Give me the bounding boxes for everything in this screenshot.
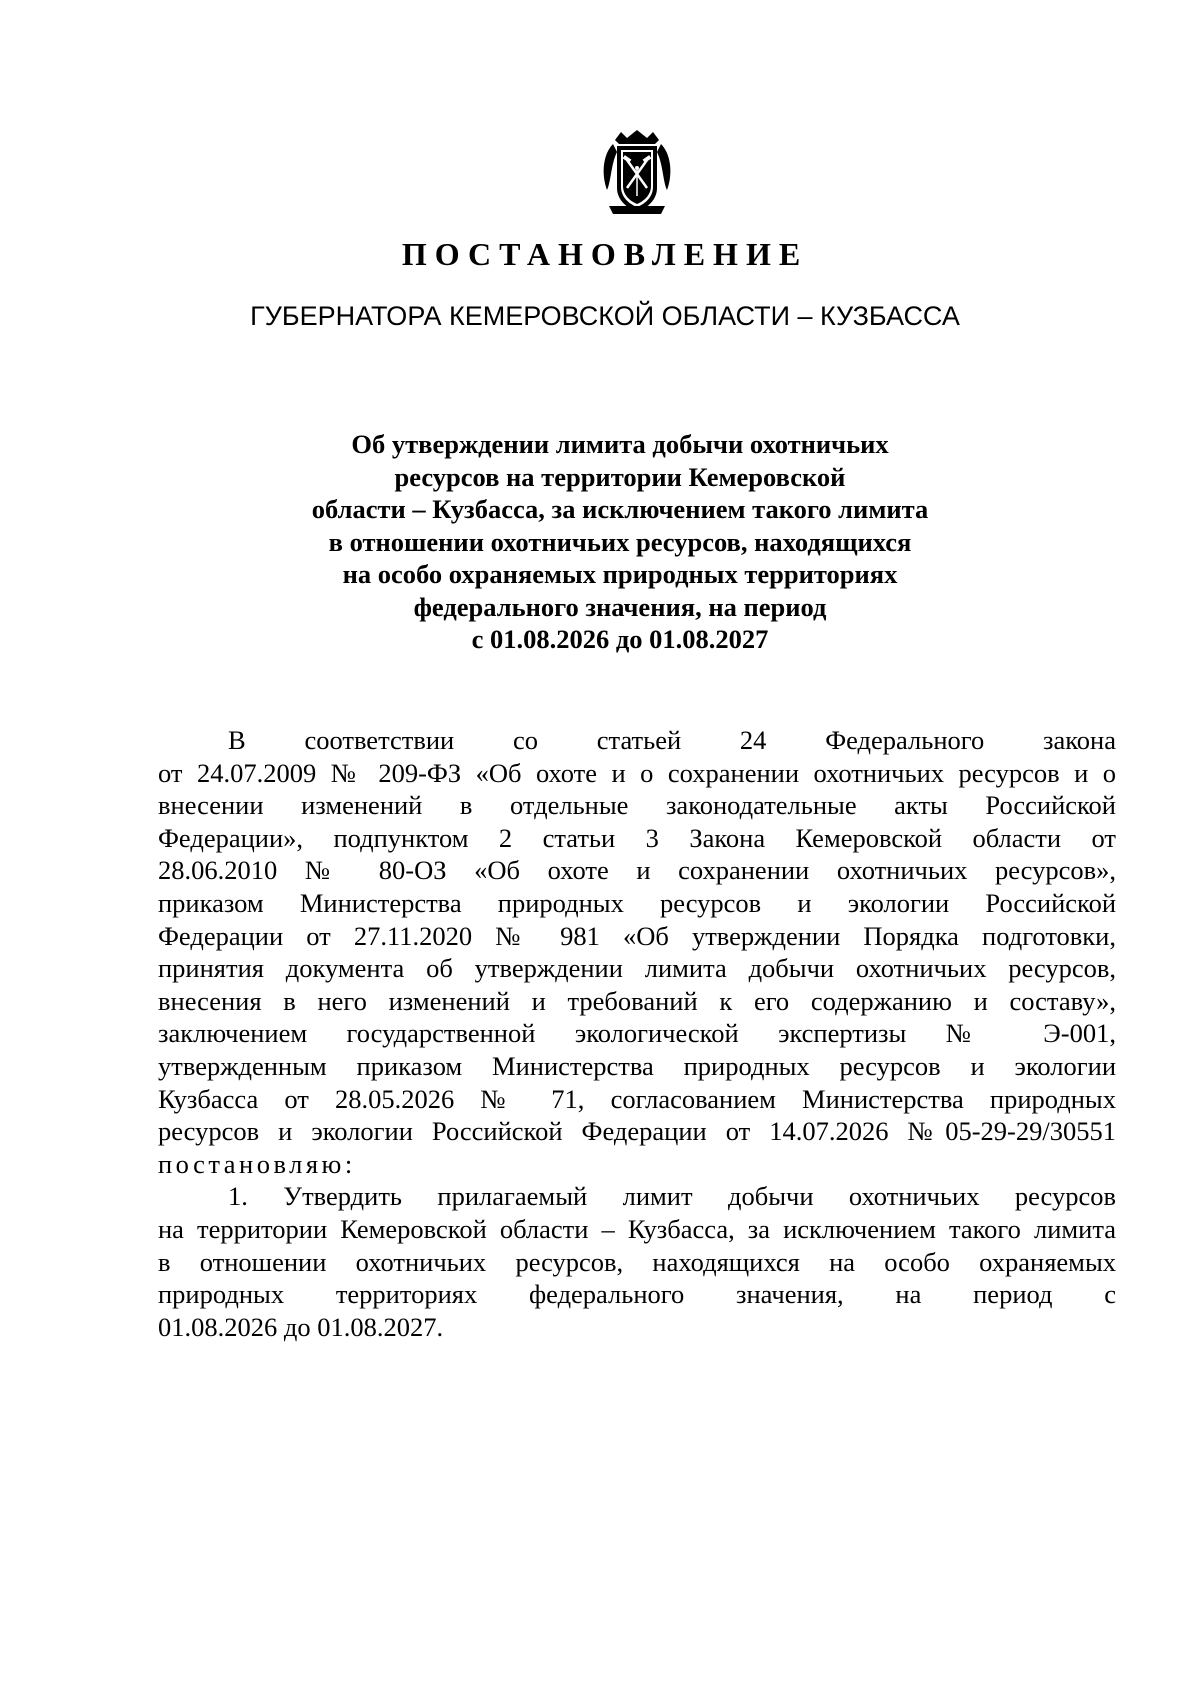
title-line: области – Кузбасса, за исключением такого лимита (311, 494, 929, 524)
document-body (158, 724, 1116, 1343)
coat-of-arms-emblem (601, 130, 673, 216)
preamble-line: принятия документа об утверждении лимита добычи охотничьих ресурсов, (158, 953, 1116, 984)
document-type-heading: ПОСТАНОВЛЕНИЕ (401, 236, 809, 272)
preamble-line: Федерации», подпунктом 2 статьи 3 Закона Кемеровской области от (158, 822, 1116, 853)
document-title (250, 428, 990, 656)
preamble-line: от 24.07.2009 № 209-ФЗ «Об охоте и о сохранении охотничьих ресурсов и о (158, 757, 1116, 788)
preamble-line: Федерации от 27.11.2020 № 981 «Об утверждении Порядка подготовки, (158, 920, 1116, 951)
preamble-line: заключением государственной экологической экспертизы № Э-001, (158, 1018, 1116, 1049)
preamble-line: утвержденным приказом Министерства природных ресурсов и экологии (158, 1050, 1116, 1081)
title-line: на особо охраняемых природных территориях (342, 559, 898, 589)
preamble-line: внесении изменений в отдельные законодательные акты Российской (158, 790, 1116, 821)
preamble-line: 28.06.2010 № 80-ОЗ «Об охоте и сохранении охотничьих ресурсов», (158, 855, 1116, 886)
preamble-line: Кузбасса от 28.05.2026 № 71, согласованием Министерства природных (158, 1083, 1116, 1114)
preamble-line: приказом Министерства природных ресурсов и экологии Российской (158, 887, 1116, 918)
preamble-line: ресурсов и экологии Российской Федерации от 14.07.2026 №05-29-29/30551 (158, 1116, 1116, 1147)
title-line: в отношении охотничьих ресурсов, находящихся (328, 526, 912, 557)
item-line: на территории Кемеровской области – Кузбасса, за исключением такого лимита (158, 1213, 1116, 1244)
title-line: с 01.08.2026 до 01.08.2027 (471, 624, 769, 654)
resolve-word: постановляю: (158, 1148, 356, 1179)
title-line: Об утверждении лимита добычи охотничьих (351, 429, 889, 459)
issuer-heading: ГУБЕРНАТОРА КЕМЕРОВСКОЙ ОБЛАСТИ – КУЗБАССА (250, 301, 960, 331)
item-line: природных территориях федерального значения, на период с (158, 1279, 1116, 1310)
preamble-line: внесения в него изменений и требований к его содержанию и составу», (158, 985, 1116, 1016)
preamble-line: В соответствии со статьей 24 Федерального закона (228, 725, 1116, 755)
title-line: ресурсов на территории Кемеровской (394, 461, 846, 492)
title-line: федерального значения, на период (413, 591, 827, 622)
item-line: 1. Утвердить прилагаемый лимит добычи охотничьих ресурсов (228, 1181, 1116, 1212)
item-line: 01.08.2026 до 01.08.2027. (158, 1311, 444, 1342)
item-line: в отношении охотничьих ресурсов, находящихся на особо охраняемых (158, 1246, 1116, 1277)
